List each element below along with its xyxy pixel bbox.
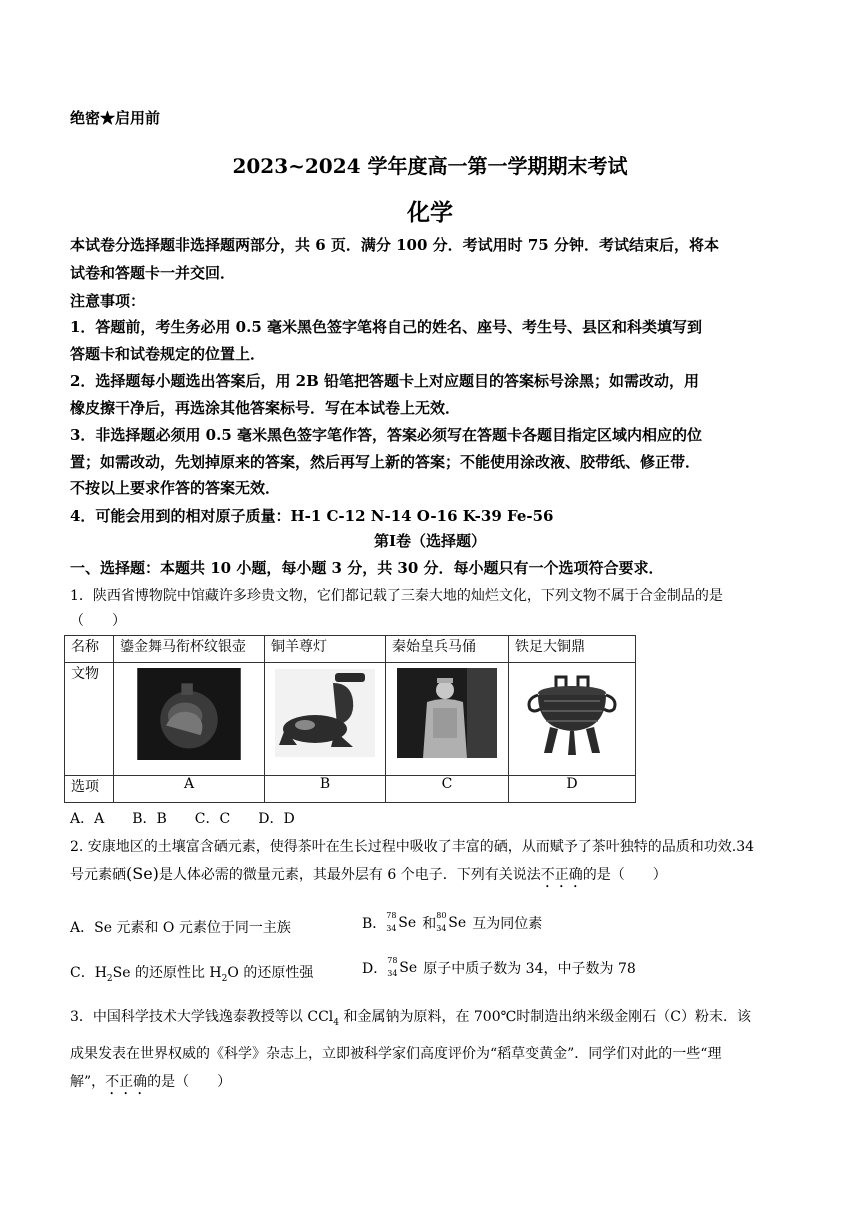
iron-foot-bronze-ding-image — [522, 669, 622, 757]
row-label-name: 名称 — [65, 636, 114, 663]
se80-isotope: 80 34 Se — [436, 911, 467, 933]
q2-se-symbol: (Se) — [126, 864, 159, 883]
q2-option-a[interactable]: A．Se 元素和 O 元素位于同一主族 — [70, 920, 291, 936]
q2-b-and: 和 — [422, 916, 437, 932]
notes-heading: 注意事项： — [70, 292, 146, 310]
q2-option-c[interactable]: C．$H_2Se$ 的还原性比 $H_2O$ 的还原性强 — [70, 965, 314, 984]
q2-b-label: B． — [362, 916, 387, 932]
q2-option-b[interactable] — [362, 913, 542, 933]
relic-photo-cell-d — [509, 663, 636, 776]
row-label-relic: 文物 — [65, 663, 114, 776]
note-2b: 橡皮擦干净后，再选涂其他答案标号．写在本试卷上无效． — [70, 399, 461, 417]
note-1a: 1．答题前，考生务必用 0.5 毫米黑色签字笔将自己的姓名、座号、考生号、县区和科类填写到 — [70, 318, 702, 336]
relic-name-d: 铁足大铜鼎 — [509, 636, 636, 663]
confidential-mark: 绝密★启用前 — [70, 109, 161, 127]
silver-pot-image — [135, 668, 243, 760]
note-2a: 2．选择题每小题选出答案后，用 2B 铅笔把答题卡上对应题目的答案标号涂黑；如需改动，用 — [70, 372, 700, 390]
q1-stem-1: 1．陕西省博物院中馆藏许多珍贵文物，它们都记载了三秦大地的灿烂文化，下列文物不属于合金制品的是 — [70, 588, 723, 604]
q2-stem-2a: 号元素硒 — [70, 867, 126, 883]
row-label-option: 选项 — [65, 776, 114, 803]
relic-photo-cell-b — [265, 663, 386, 776]
q3-stem-3: 解”，不正确的是（ ） — [70, 1074, 232, 1090]
option-letter-a: A — [114, 776, 265, 803]
q2-stem-2e: 的是（ ） — [582, 867, 667, 883]
exam-title: 2023~2024 学年度高一第一学期期末考试 — [232, 154, 628, 178]
relic-photo-cell-c — [386, 663, 509, 776]
se78-isotope: 78 34 Se — [386, 911, 417, 933]
option-letter-c: C — [386, 776, 509, 803]
relic-photo-cell-a — [114, 663, 265, 776]
q1-stem-2: （ ） — [70, 613, 126, 629]
terracotta-warrior-image — [397, 668, 497, 758]
option-letter-b: B — [265, 776, 386, 803]
bronze-ram-lamp-image — [275, 669, 375, 757]
q3-stem-2: 成果发表在世界权威的《科学》杂志上，立即被科学家们高度评价为“稻草变黄金”．同学们对此的一些“理 — [70, 1046, 722, 1062]
note-3b: 置；如需改动，先划掉原来的答案，然后再写上新的答案；不能使用涂改液、胶带纸、修正带． — [70, 453, 701, 471]
note-4: 4．可能会用到的相对原子质量：H-1 C-12 N-14 O-16 K-39 Fe-56 — [70, 507, 554, 525]
relic-name-a: 鎏金舞马衔杯纹银壶 — [114, 636, 265, 663]
option-letter-d: D — [509, 776, 636, 803]
subject-title: 化学 — [407, 199, 453, 226]
note-3c: 不按以上要求作答的答案无效． — [70, 479, 281, 497]
relics-table — [64, 635, 636, 803]
q2-stem-1: 2. 安康地区的土壤富含硒元素，使得茶叶在生长过程中吸收了丰富的硒，从而赋予了茶叶独特的品质和功效.34 — [70, 839, 755, 855]
q1-options: A．A B．B C．C D．D — [70, 811, 295, 827]
relic-name-b: 铜羊尊灯 — [265, 636, 386, 663]
note-1b: 答题卡和试卷规定的位置上． — [70, 345, 266, 363]
q2-emphasis: 不正确 — [540, 867, 583, 883]
q2-option-d[interactable]: D． 78 34 Se 原子中质子数为 34，中子数为 78 — [362, 956, 636, 978]
q3-stem-1: 3．中国科学技术大学钱逸泰教授等以 CCl$_4$ 和金属钠为原料，在 700℃时制造出纳米级金刚石（C）粉末．该 — [70, 1009, 751, 1028]
q2-stem-2 — [70, 864, 667, 891]
section-title: 第Ⅰ卷（选择题） — [373, 532, 487, 550]
intro-line-2: 试卷和答题卡一并交回． — [70, 264, 236, 282]
relic-name-c: 秦始皇兵马俑 — [386, 636, 509, 663]
q2-stem-2c: 是人体必需的微量元素，其最外层有 6 个电子．下列有关说法 — [158, 867, 541, 883]
se78-isotope-d: 78 34 Se — [387, 956, 418, 978]
note-3a: 3．非选择题必须用 0.5 毫米黑色签字笔作答，答案必须写在答题卡各题目指定区域内相应的位 — [70, 426, 702, 444]
section-desc: 一、选择题：本题共 10 小题，每小题 3 分，共 30 分．每小题只有一个选项符合要求． — [70, 559, 664, 577]
q3-emphasis: 不正确 — [105, 1074, 148, 1090]
q2-b-text: 互为同位素 — [472, 916, 543, 932]
intro-line-1: 本试卷分选择题非选择题两部分，共 6 页．满分 100 分．考试用时 75 分钟．考试结束后，将本 — [70, 236, 719, 254]
